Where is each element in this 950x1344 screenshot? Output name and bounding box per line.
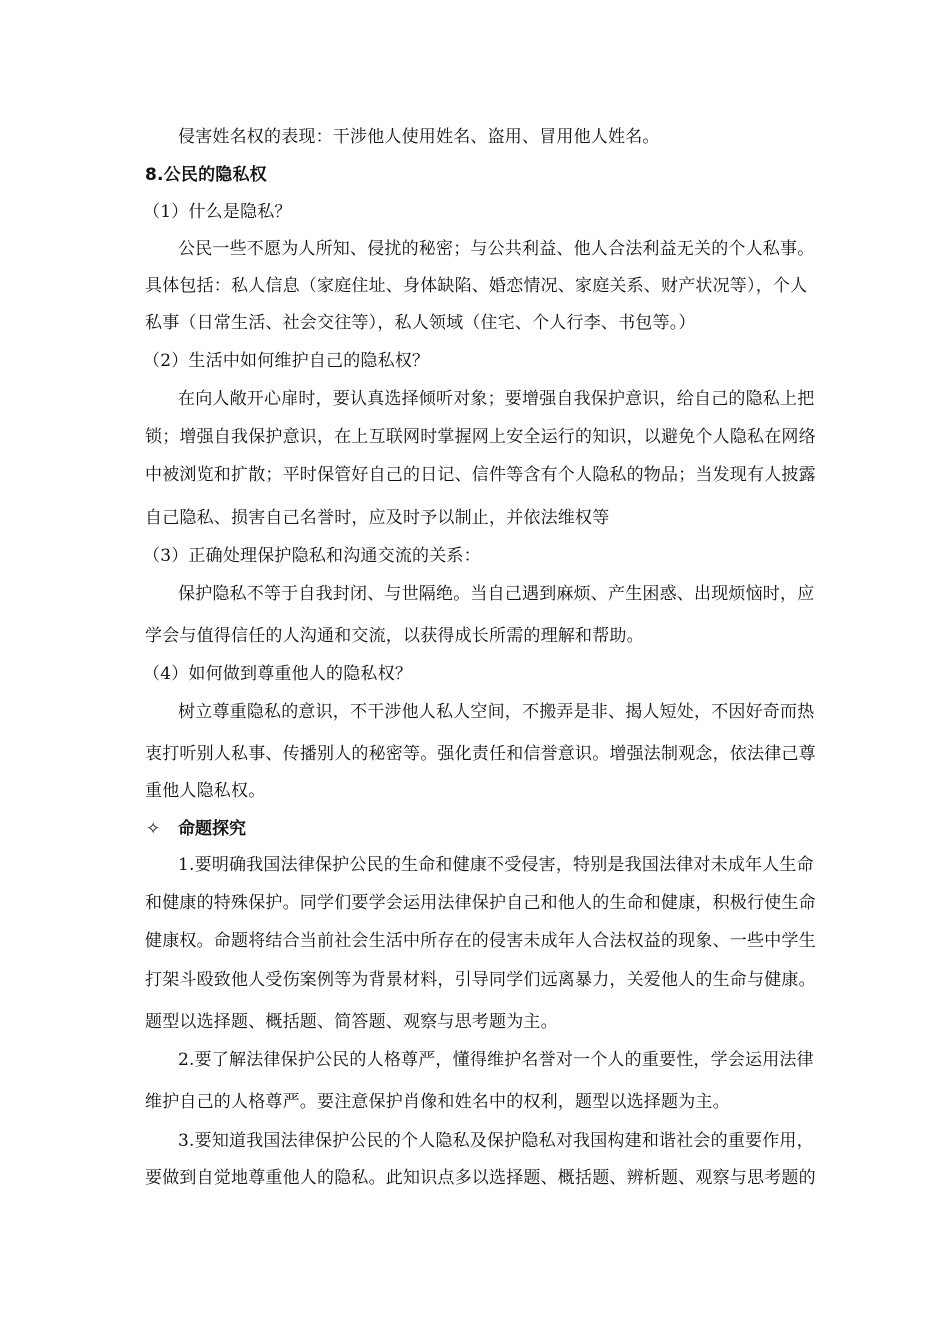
subheading: （4）如何做到尊重他人的隐私权？ xyxy=(143,664,413,684)
paragraph-line: 公民一些不愿为人所知、侵扰的秘密；与公共利益、他人合法利益无关的个人私事。 xyxy=(178,239,815,259)
paragraph-line: 在向人敞开心扉时，要认真选择倾听对象；要增强自我保护意识，给自己的隐私上把 xyxy=(178,389,815,409)
paragraph-line: 要做到自觉地尊重他人的隐私。此知识点多以选择题、概括题、辨析题、观察与思考题的 xyxy=(145,1168,816,1188)
subheading: （3）正确处理保护隐私和沟通交流的关系： xyxy=(143,546,481,566)
paragraph-line: 题型以选择题、概括题、简答题、观察与思考题为主。 xyxy=(145,1012,558,1032)
paragraph-line: 打架斗殴致他人受伤案例等为背景材料，引导同学们远离暴力，关爱他人的生命与健康。 xyxy=(145,970,816,990)
paragraph-line: 1.要明确我国法律保护公民的生命和健康不受侵害，特别是我国法律对未成年人生命 xyxy=(178,855,814,875)
paragraph-line: 保护隐私不等于自我封闭、与世隔绝。当自己遇到麻烦、产生困惑、出现烦恼时，应 xyxy=(178,584,815,604)
paragraph-line: 3.要知道我国法律保护公民的个人隐私及保护隐私对我国构建和谐社会的重要作用， xyxy=(178,1131,814,1151)
section-heading: 8.公民的隐私权 xyxy=(145,165,267,185)
paragraph-line: 衷打听别人私事、传播别人的秘密等。强化责任和信誉意识。增强法制观念，依法律己尊 xyxy=(145,744,816,764)
paragraph-line: 具体包括：私人信息（家庭住址、身体缺陷、婚恋情况、家庭关系、财产状况等），个人 xyxy=(145,276,808,296)
paragraph-line: 树立尊重隐私的意识，不干涉他人私人空间，不搬弄是非、揭人短处，不因好奇而热 xyxy=(178,702,815,722)
paragraph-line: 侵害姓名权的表现：干涉他人使用姓名、盗用、冒用他人姓名。 xyxy=(178,127,660,147)
paragraph-line: 学会与值得信任的人沟通和交流，以获得成长所需的理解和帮助。 xyxy=(145,626,644,646)
diamond-bullet-icon: ✧ xyxy=(146,819,161,839)
paragraph-line: 和健康的特殊保护。同学们要学会运用法律保护自己和他人的生命和健康，积极行使生命 xyxy=(145,893,816,913)
paragraph-line: 自己隐私、损害自己名誉时，应及时予以制止，并依法维权等 xyxy=(145,508,610,528)
topic-heading: 命题探究 xyxy=(178,819,246,839)
paragraph-line: 重他人隐私权。 xyxy=(145,781,266,801)
subheading: （1）什么是隐私？ xyxy=(143,202,292,222)
paragraph-line: 维护自己的人格尊严。要注意保护肖像和姓名中的权利，题型以选择题为主。 xyxy=(145,1092,730,1112)
paragraph-line: 中被浏览和扩散；平时保管好自己的日记、信件等含有个人隐私的物品；当发现有人披露 xyxy=(145,465,816,485)
subheading: （2）生活中如何维护自己的隐私权？ xyxy=(143,351,430,371)
paragraph-line: 锁；增强自我保护意识，在上互联网时掌握网上安全运行的知识，以避免个人隐私在网络 xyxy=(145,427,816,447)
paragraph-line: 2.要了解法律保护公民的人格尊严，懂得维护名誉对一个人的重要性，学会运用法律 xyxy=(178,1050,814,1070)
paragraph-line: 私事（日常生活、社会交往等），私人领域（住宅、个人行李、书包等。） xyxy=(145,313,696,333)
paragraph-line: 健康权。命题将结合当前社会生活中所存在的侵害未成年人合法权益的现象、一些中学生 xyxy=(145,931,816,951)
